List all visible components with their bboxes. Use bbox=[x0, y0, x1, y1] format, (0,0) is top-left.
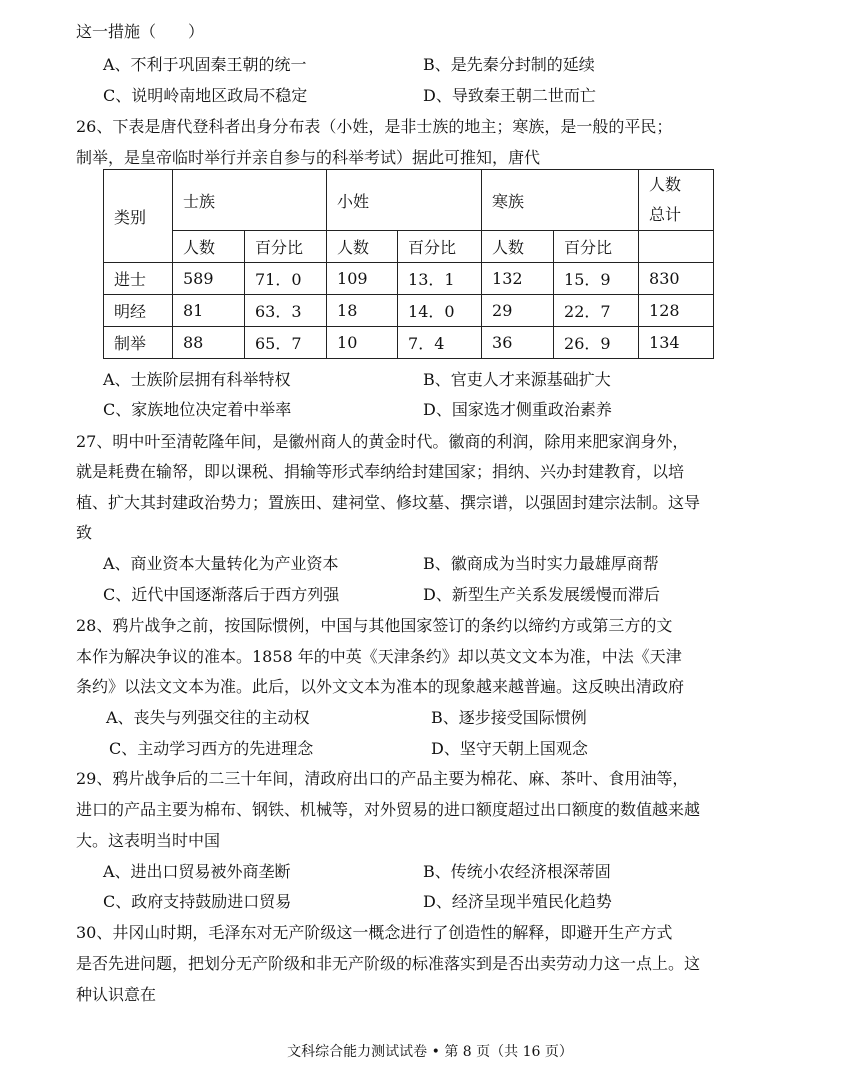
table-cell: 13．1 bbox=[398, 263, 482, 295]
q28-option-a: A、丧失与列强交往的主动权 bbox=[106, 708, 310, 727]
table-subheader-percent: 百分比 bbox=[554, 231, 639, 263]
table-cell: 109 bbox=[327, 263, 398, 295]
q26-option-d: D、国家选才侧重政治素养 bbox=[423, 400, 612, 419]
q29-option-a: A、进出口贸易被外商垄断 bbox=[103, 862, 291, 881]
q26-option-b: B、官吏人才来源基础扩大 bbox=[423, 370, 611, 389]
table-subheader-percent: 百分比 bbox=[398, 231, 482, 263]
q27-stem-line-4: 致 bbox=[76, 523, 93, 542]
q30-stem-line-3: 种认识意在 bbox=[76, 985, 157, 1004]
table-header-hanzu: 寒族 bbox=[482, 170, 639, 231]
table-cell: 22．7 bbox=[554, 295, 639, 327]
q29-option-c: C、政府支持鼓励进口贸易 bbox=[103, 892, 292, 911]
table-subheader-empty bbox=[639, 231, 714, 263]
table-cell: 134 bbox=[639, 327, 714, 359]
q28-stem-line-2: 本作为解决争议的准本。1858 年的中英《天津条约》却以英文文本为准，中法《天津 bbox=[76, 647, 682, 666]
q27-option-c: C、近代中国逐渐落后于西方列强 bbox=[103, 585, 340, 604]
q29-stem-line-3: 大。这表明当时中国 bbox=[76, 831, 221, 850]
q25-option-a: A、不利于巩固秦王朝的统一 bbox=[103, 55, 307, 74]
table-subheader-percent: 百分比 bbox=[245, 231, 327, 263]
table-cell: 29 bbox=[482, 295, 554, 327]
table-subheader-count: 人数 bbox=[327, 231, 398, 263]
q28-option-c: C、主动学习西方的先进理念 bbox=[109, 739, 314, 758]
q29-option-d: D、经济呈现半殖民化趋势 bbox=[423, 892, 612, 911]
table-row bbox=[104, 263, 714, 295]
table-subheader-count: 人数 bbox=[482, 231, 554, 263]
q29-option-b: B、传统小农经济根深蒂固 bbox=[423, 862, 611, 881]
q26-option-c: C、家族地位决定着中举率 bbox=[103, 400, 292, 419]
table-subheader-count: 人数 bbox=[173, 231, 245, 263]
table-cell: 589 bbox=[173, 263, 245, 295]
table-cell: 14．0 bbox=[398, 295, 482, 327]
table-cell: 18 bbox=[327, 295, 398, 327]
q28-option-d: D、坚守天朝上国观念 bbox=[431, 739, 588, 758]
q27-stem-line-1: 27、明中叶至清乾隆年间，是徽州商人的黄金时代。徽商的利润，除用来肥家润身外， bbox=[76, 432, 689, 451]
q26-stem-line-1: 26、下表是唐代登科者出身分布表（小姓，是非士族的地主；寒族，是一般的平民； bbox=[76, 117, 673, 136]
q28-stem-line-3: 条约》以法文文本为准。此后，以外文文本为准本的现象越来越普遍。这反映出清政府 bbox=[76, 677, 685, 696]
table-row-label: 明经 bbox=[104, 295, 173, 327]
table-row bbox=[104, 295, 714, 327]
table-header-total-line-1: 人数 bbox=[649, 175, 682, 194]
table-cell: 7．4 bbox=[398, 327, 482, 359]
q28-option-b: B、逐步接受国际惯例 bbox=[431, 708, 587, 727]
q26-option-a: A、士族阶层拥有科举特权 bbox=[103, 370, 291, 389]
table-cell: 63．3 bbox=[245, 295, 327, 327]
table-header-total-line-2: 总计 bbox=[649, 205, 682, 224]
q27-stem-line-2: 就是耗费在输帑，即以课税、捐输等形式奉纳给封建国家；捐纳、兴办封建教育，以培 bbox=[76, 462, 685, 481]
q30-stem-line-1: 30、井冈山时期，毛泽东对无产阶级这一概念进行了创造性的解释，即避开生产方式 bbox=[76, 923, 673, 942]
table-row-label: 进士 bbox=[104, 263, 173, 295]
table-cell: 15．9 bbox=[554, 263, 639, 295]
q29-stem-line-2: 进口的产品主要为棉布、钢铁、机械等，对外贸易的进口额度超过出口额度的数值越来越 bbox=[76, 800, 701, 819]
q29-stem-line-1: 29、鸦片战争后的二三十年间，清政府出口的产品主要为棉花、麻、茶叶、食用油等， bbox=[76, 769, 689, 788]
page-footer: 文科综合能力测试试卷 • 第 8 页（共 16 页） bbox=[287, 1044, 573, 1060]
q30-stem-line-2: 是否先进问题，把划分无产阶级和非无产阶级的标准落实到是否出卖劳动力这一点上。这 bbox=[76, 954, 701, 973]
q27-option-d: D、新型生产关系发展缓慢而滞后 bbox=[423, 585, 660, 604]
table-header-total bbox=[639, 170, 714, 231]
q27-option-a: A、商业资本大量转化为产业资本 bbox=[103, 554, 339, 573]
q28-stem-line-1: 28、鸦片战争之前，按国际惯例，中国与其他国家签订的条约以缔约方或第三方的文 bbox=[76, 616, 673, 635]
q25-option-b: B、是先秦分封制的延续 bbox=[423, 55, 595, 74]
table-cell: 26．9 bbox=[554, 327, 639, 359]
table-header-xiaoxing: 小姓 bbox=[327, 170, 482, 231]
table-cell: 132 bbox=[482, 263, 554, 295]
q25-option-c: C、说明岭南地区政局不稳定 bbox=[103, 86, 308, 105]
table-header-shizu: 士族 bbox=[173, 170, 327, 231]
table-row-label: 制举 bbox=[104, 327, 173, 359]
table-cell: 128 bbox=[639, 295, 714, 327]
table-row bbox=[104, 327, 714, 359]
q26-stem-line-2: 制举，是皇帝临时举行并亲自参与的科举考试）据此可推知，唐代 bbox=[76, 148, 541, 167]
q25-stem-tail: 这一措施（ ） bbox=[76, 22, 205, 41]
table-cell: 88 bbox=[173, 327, 245, 359]
q27-stem-line-3: 植、扩大其封建政治势力；置族田、建祠堂、修坟墓、撰宗谱，以强固封建宗法制。这导 bbox=[76, 493, 701, 512]
q27-option-b: B、徽商成为当时实力最雄厚商帮 bbox=[423, 554, 659, 573]
deng-ke-distribution-table bbox=[103, 169, 714, 359]
q25-option-d: D、导致秦王朝二世而亡 bbox=[423, 86, 596, 105]
table-cell: 36 bbox=[482, 327, 554, 359]
table-cell: 10 bbox=[327, 327, 398, 359]
table-cell: 71．0 bbox=[245, 263, 327, 295]
table-header-category: 类别 bbox=[104, 170, 173, 263]
table-cell: 65．7 bbox=[245, 327, 327, 359]
table-cell: 830 bbox=[639, 263, 714, 295]
table-cell: 81 bbox=[173, 295, 245, 327]
